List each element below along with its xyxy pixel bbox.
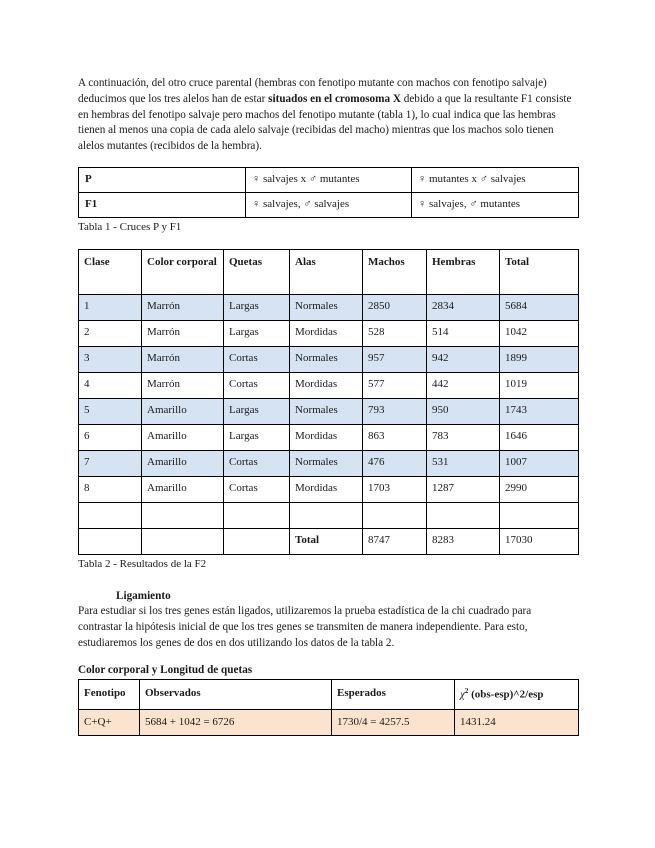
table-cell: [224, 528, 290, 554]
table3-title: Color corporal y Longitud de quetas: [78, 664, 253, 677]
table-cell: ♀ salvajes, ♂ salvajes: [246, 192, 412, 217]
table-cell: Marrón: [142, 346, 224, 372]
table-cell: [79, 528, 142, 554]
table-cell: 528: [363, 320, 427, 346]
table-cell: 8283: [427, 528, 500, 554]
table-cell: 2834: [427, 294, 500, 320]
table-cell: Mordidas: [290, 424, 363, 450]
chi-symbol: χ: [460, 689, 465, 702]
table-cell: Marrón: [142, 372, 224, 398]
table-cell: 1042: [500, 320, 579, 346]
table-cell: 793: [363, 398, 427, 424]
table-cell: 5: [79, 398, 142, 424]
table-cell: 514: [427, 320, 500, 346]
table-cell: Largas: [224, 424, 290, 450]
table-cell: Largas: [224, 320, 290, 346]
table-cell: Amarillo: [142, 450, 224, 476]
table-cell: Mordidas: [290, 320, 363, 346]
table-cell: 957: [363, 346, 427, 372]
table-cell: [427, 502, 500, 528]
table-cell: Cortas: [224, 346, 290, 372]
table-row: [79, 294, 579, 320]
table-cell: [500, 502, 579, 528]
table-cell: Total: [290, 528, 363, 554]
table-cell: 531: [427, 450, 500, 476]
table-row: [79, 424, 579, 450]
table-caption: Tabla 2 - Resultados de la F2: [78, 557, 207, 570]
intro-text-1: A continuación, del otro cruce parental (hembras con fenotipo mutante con machos con fenotipo salvaje) deducimos que los tres alelos han de estar: [78, 77, 547, 105]
table-cell: [142, 502, 224, 528]
table-cell: 442: [427, 372, 500, 398]
table-cell: [363, 502, 427, 528]
table-cell: Cortas: [224, 450, 290, 476]
header-machos: Machos: [363, 249, 427, 294]
table-cell: [224, 502, 290, 528]
table-cell: 6: [79, 424, 142, 450]
table-cell: 476: [363, 450, 427, 476]
table-cell: 5684: [500, 294, 579, 320]
table-cell: 2990: [500, 476, 579, 502]
table-cell: 3: [79, 346, 142, 372]
intro-paragraph: [78, 76, 578, 155]
table-row: [79, 192, 579, 217]
header-observados: Observados: [140, 680, 332, 710]
table-cell: 1: [79, 294, 142, 320]
table-cell: Mordidas: [290, 372, 363, 398]
table-cell: C+Q+: [79, 710, 140, 736]
table-cell: Amarillo: [142, 424, 224, 450]
table-cell: Largas: [224, 398, 290, 424]
table-cell: 783: [427, 424, 500, 450]
table-crosses: [78, 167, 579, 218]
table-row: [79, 372, 579, 398]
header-total: Total: [500, 249, 579, 294]
table-cell: Normales: [290, 398, 363, 424]
table-cell: [79, 502, 142, 528]
table-row: [79, 346, 579, 372]
table-cell: 8: [79, 476, 142, 502]
table-cell: Cortas: [224, 476, 290, 502]
table-cell: Amarillo: [142, 476, 224, 502]
table-cell: F1: [79, 192, 246, 217]
table-cell: 942: [427, 346, 500, 372]
table-cell: Amarillo: [142, 398, 224, 424]
table-chi-square: [78, 679, 579, 736]
table-cell: 1743: [500, 398, 579, 424]
table-cell: Mordidas: [290, 476, 363, 502]
table-cell: Normales: [290, 294, 363, 320]
table-cell: [142, 528, 224, 554]
document-page: [78, 76, 578, 736]
table-cell: Largas: [224, 294, 290, 320]
table-header-row: [79, 680, 579, 710]
table-cell: Normales: [290, 346, 363, 372]
header-chi-square: [455, 680, 579, 710]
table-row: [79, 398, 579, 424]
table-cell: 863: [363, 424, 427, 450]
table-caption: Tabla 1 - Cruces P y F1: [78, 220, 182, 233]
table-cell: 1899: [500, 346, 579, 372]
header-clase: Clase: [79, 249, 142, 294]
header-quetas: Quetas: [224, 249, 290, 294]
table-cell: [290, 502, 363, 528]
table-header-row: [79, 249, 579, 294]
table-cell: ♀ mutantes x ♂ salvajes: [412, 167, 579, 192]
table-row: [79, 167, 579, 192]
table-cell: 1646: [500, 424, 579, 450]
header-hembras: Hembras: [427, 249, 500, 294]
chi-superscript: 2: [464, 687, 469, 696]
table-row: [79, 502, 579, 528]
table-f2-results: [78, 249, 579, 555]
table-cell: ♀ salvajes, ♂ mutantes: [412, 192, 579, 217]
table-cell: 7: [79, 450, 142, 476]
table-cell: 1730/4 = 4257.5: [332, 710, 455, 736]
table-cell: Cortas: [224, 372, 290, 398]
table-cell: P: [79, 167, 246, 192]
table-cell: 1019: [500, 372, 579, 398]
intro-bold: situados en el cromosoma X: [268, 92, 401, 105]
table-cell: Marrón: [142, 320, 224, 346]
table-cell: 577: [363, 372, 427, 398]
table-cell: 1431.24: [455, 710, 579, 736]
table-cell: 1007: [500, 450, 579, 476]
table-row: [79, 528, 579, 554]
table-cell: 5684 + 1042 = 6726: [140, 710, 332, 736]
table-cell: Normales: [290, 450, 363, 476]
section-heading-ligamiento: Ligamiento: [116, 589, 171, 602]
table-row: [79, 450, 579, 476]
header-alas: Alas: [290, 249, 363, 294]
table-cell: 950: [427, 398, 500, 424]
ligamiento-paragraph: Para estudiar si los tres genes están ligados, utilizaremos la prueba estadística de la chi cuadrado para contrastar la hipótesis inicial de que los tres genes se transmiten de manera independiente. Para esto, estudiaremos los genes de dos en dos utilizando los datos de la tabla 2.: [78, 604, 532, 649]
table-cell: 2850: [363, 294, 427, 320]
chi-formula: (obs-esp)^2/esp: [468, 689, 544, 702]
table-cell: 2: [79, 320, 142, 346]
table-cell: ♀ salvajes x ♂ mutantes: [246, 167, 412, 192]
table-cell: 8747: [363, 528, 427, 554]
table-cell: 4: [79, 372, 142, 398]
table-cell: Marrón: [142, 294, 224, 320]
header-fenotipo: Fenotipo: [79, 680, 140, 710]
table-cell: 1287: [427, 476, 500, 502]
intro-text-2: debido a que la resultante F1 consiste en hembras del fenotipo salvaje pero machos del fenotipo mutante (tabla 1), lo cual indica que las hembras tienen al menos una copia de cada alelo salvaje (recibidas del macho) mientras que los machos solo tienen alelos mutantes (recibidos de la hembra).: [78, 92, 572, 153]
header-color: Color corporal: [142, 249, 224, 294]
table-cell: 17030: [500, 528, 579, 554]
table-row: [79, 320, 579, 346]
header-esperados: Esperados: [332, 680, 455, 710]
table-cell: 1703: [363, 476, 427, 502]
table-row: [79, 476, 579, 502]
table-row: [79, 710, 579, 736]
